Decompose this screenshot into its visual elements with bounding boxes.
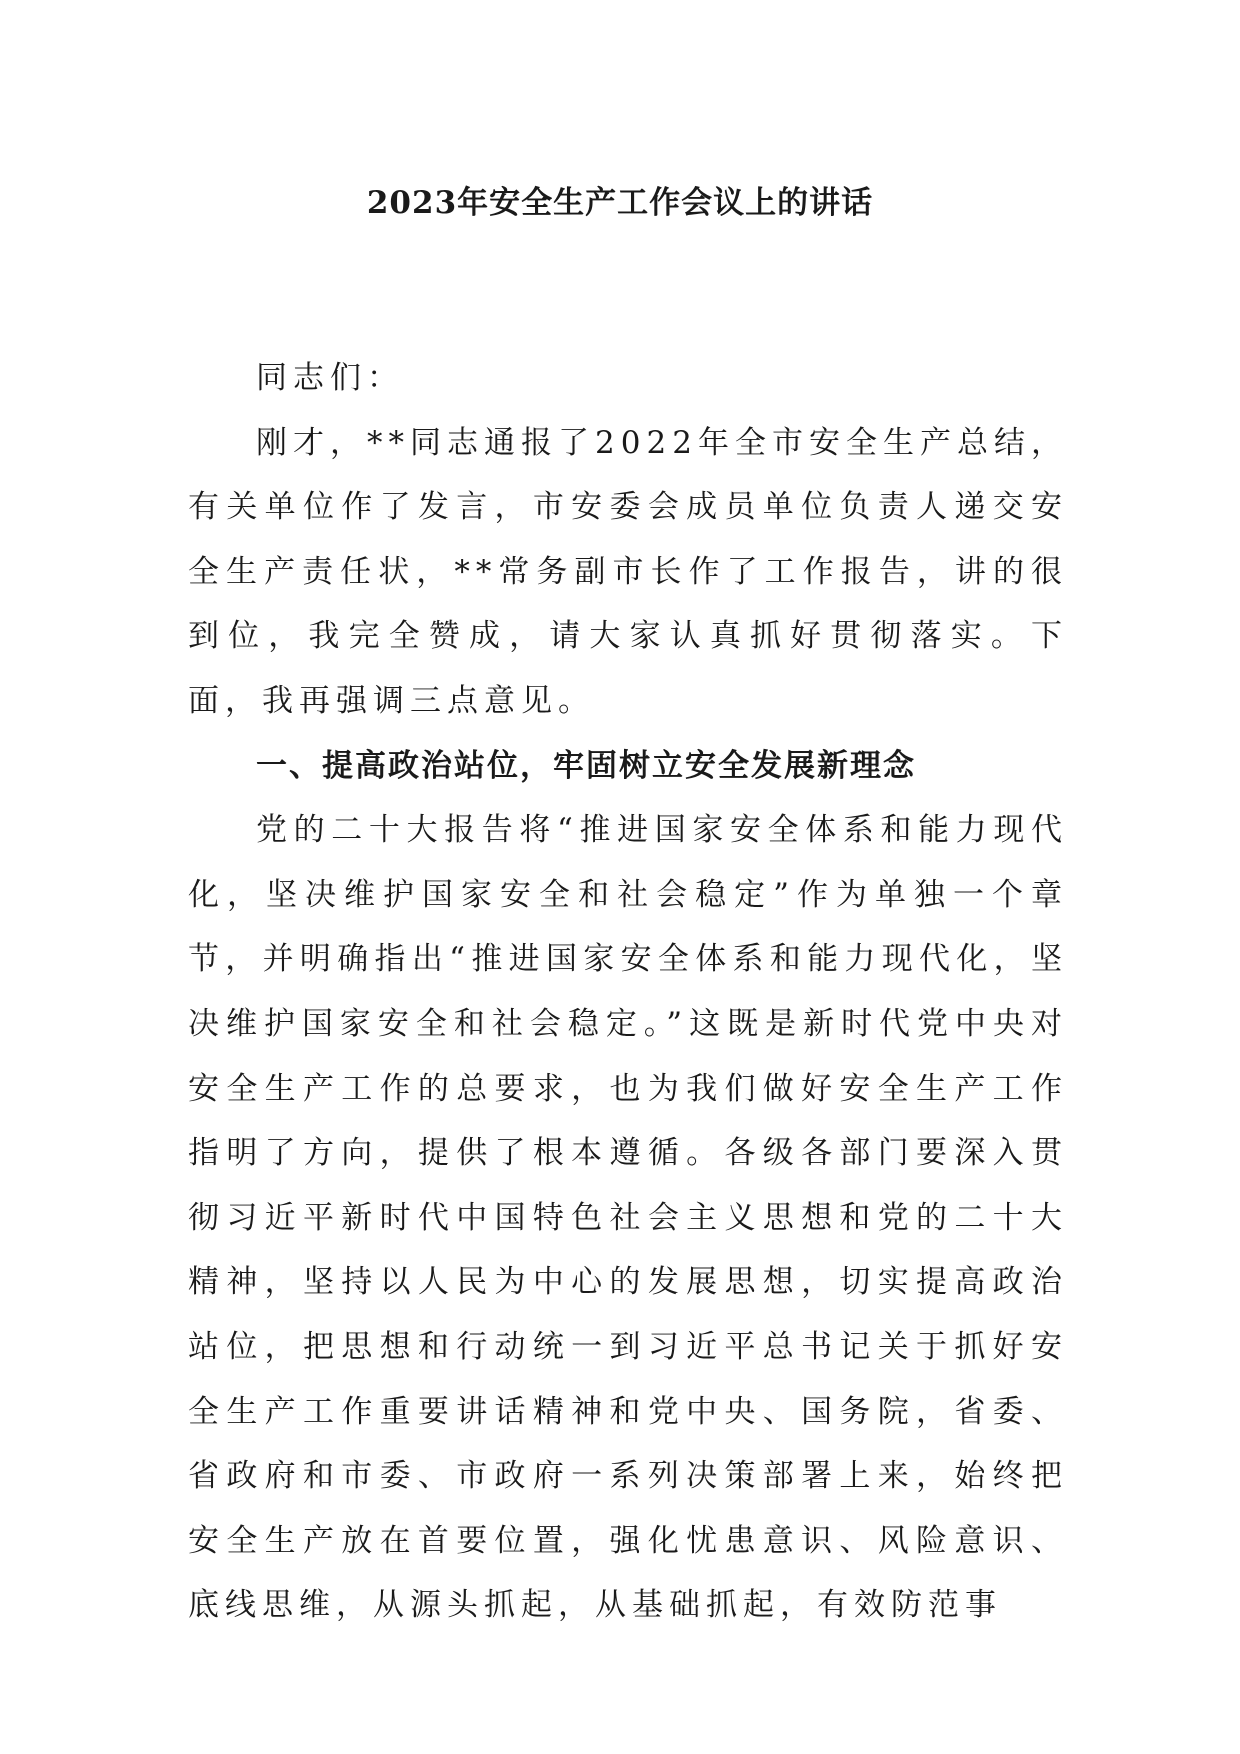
section-paragraph: 党的二十大报告将“推进国家安全体系和能力现代化，坚决维护国家安全和社会稳定”作为单独一个章节，并明确指出“推进国家安全体系和能力现代化，坚决维护国家安全和社会稳定。”这既是新时代党中央对安全生产工作的总要求，也为我们做好安全生产工作指明了方向，提供了根本遵循。各级各部门要深入贯彻习近平新时代中国特色社会主义思想和党的二十大精神，坚持以人民为中心的发展思想，切实提高政治站位，把思想和行动统一到习近平总书记关于抓好安全生产工作重要讲话精神和党中央、国务院，省委、省政府和市委、市政府一系列决策部署上来，始终把安全生产放在首要位置，强化忧患意识、风险意识、底线思维，从源头抓起，从基础抓起，有效防范事: [188, 812, 1068, 1624]
salutation: 同志们：: [256, 360, 404, 396]
section-heading: 一、提高政治站位，牢固树立安全发展新理念: [256, 747, 916, 784]
document-title: 2023年安全生产工作会议上的讲话: [366, 185, 874, 221]
opening-paragraph: 刚才，**同志通报了2022年全市安全生产总结，有关单位作了发言，市安委会成员单位负责人递交安全生产责任状，**常务副市长作了工作报告，讲的很到位，我完全赞成，请大家认真抓好贯彻落实。下面，我再强调三点意见。: [188, 424, 1068, 719]
document-body: [188, 346, 1068, 1638]
